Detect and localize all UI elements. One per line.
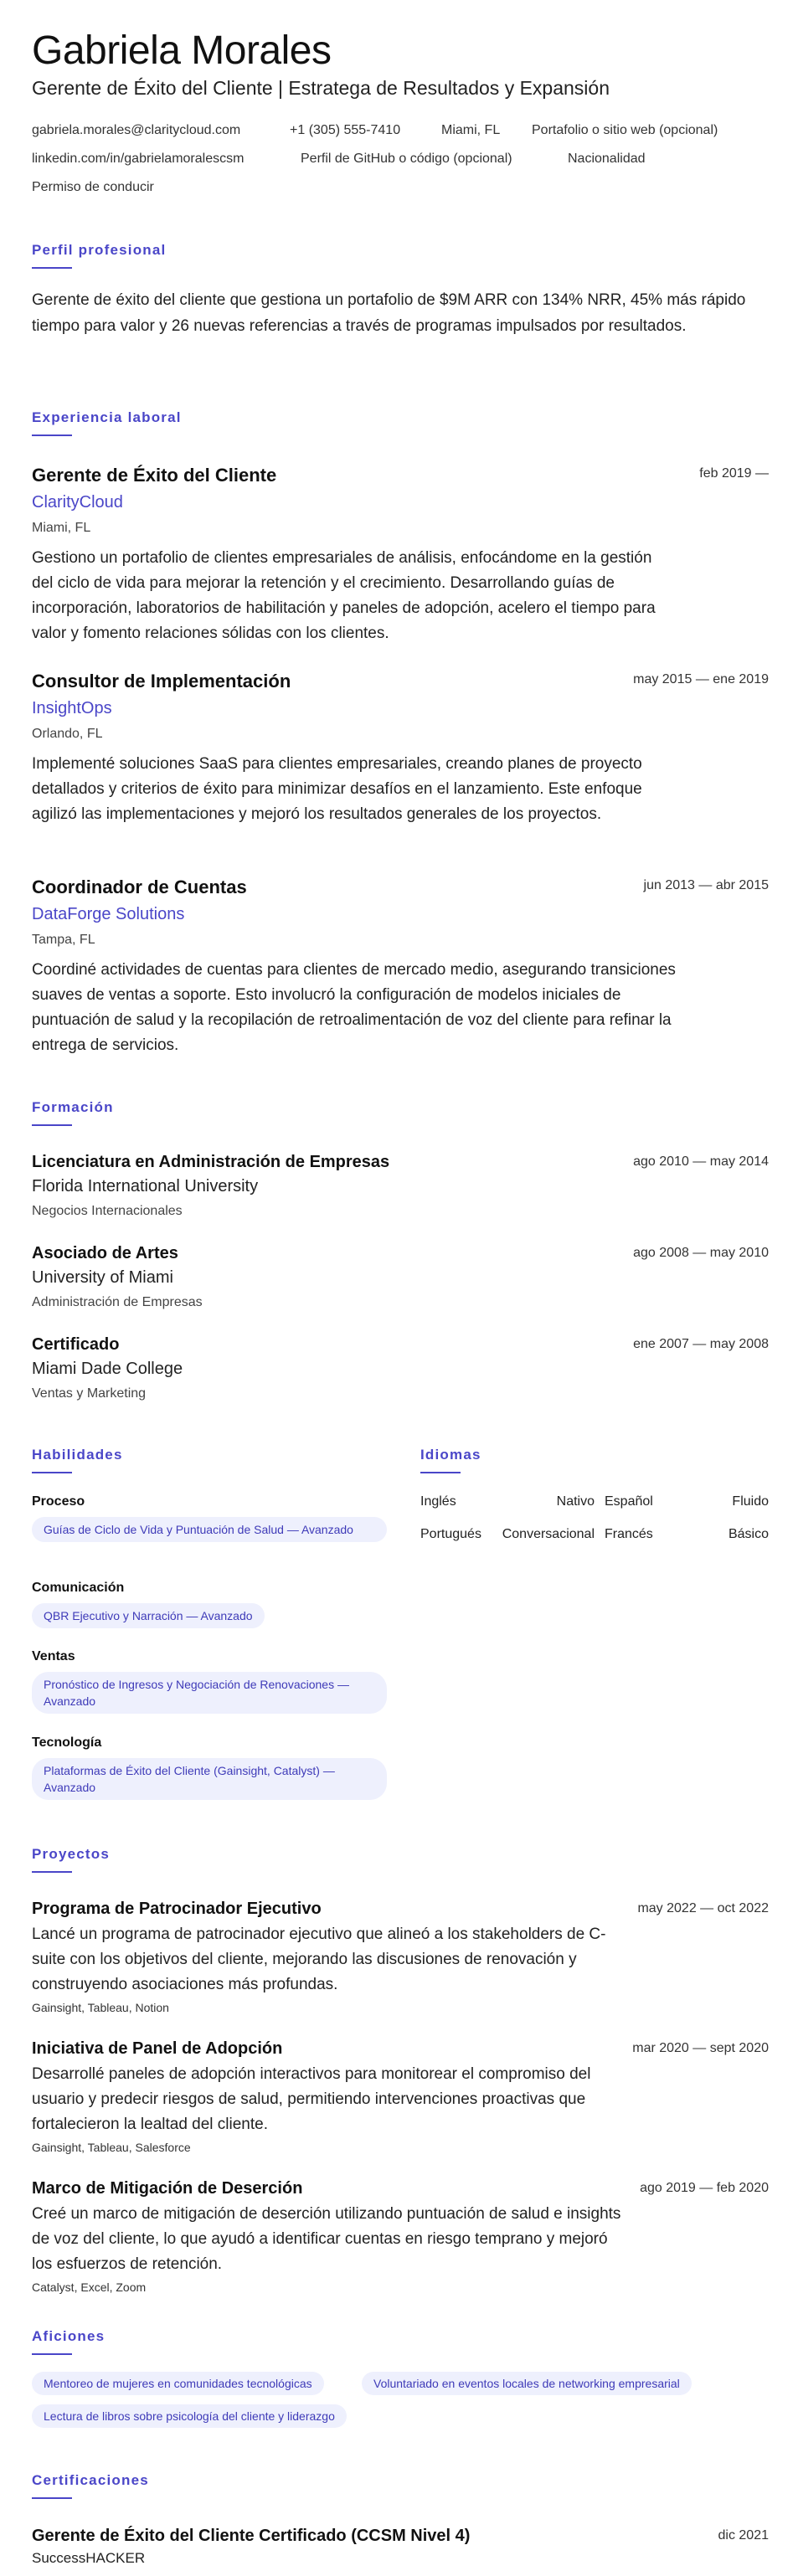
- hobby-tag: Mentoreo de mujeres en comunidades tecnológicas: [32, 2372, 324, 2395]
- skill-category: Proceso: [32, 1494, 85, 1509]
- hobby-tag: Lectura de libros sobre psicología del cliente y liderazgo: [32, 2404, 347, 2428]
- language-level: Conversacional: [502, 1527, 595, 1541]
- language-name: Portugués: [420, 1527, 481, 1541]
- section-underline: [32, 2497, 72, 2499]
- job-date: feb 2019 —: [699, 466, 769, 481]
- skills-heading: Habilidades: [32, 1447, 123, 1463]
- section-underline: [32, 1871, 72, 1873]
- education-degree: Asociado de Artes: [32, 1244, 178, 1262]
- education-institution: University of Miami: [32, 1268, 173, 1287]
- project-date: mar 2020 — sept 2020: [632, 2041, 769, 2055]
- experience-heading: Experiencia laboral: [32, 409, 182, 425]
- job-date: may 2015 — ene 2019: [633, 672, 769, 686]
- education-date: ene 2007 — may 2008: [633, 1337, 769, 1351]
- job-location: Tampa, FL: [32, 933, 95, 947]
- job-title: Coordinador de Cuentas: [32, 877, 247, 897]
- education-field: Ventas y Marketing: [32, 1386, 147, 1401]
- education-degree: Certificado: [32, 1335, 120, 1354]
- project-description: Lancé un programa de patrocinador ejecutivo que alineó a los stakeholders de C-suite con los objetivos del cliente, mejorando las discusiones de renovación y construyendo asociaciones más profundas.: [32, 1926, 606, 1993]
- project-date: may 2022 — oct 2022: [637, 1901, 769, 1915]
- contact-phone[interactable]: +1 (305) 555-7410: [290, 123, 401, 137]
- job-company: DataForge Solutions: [32, 905, 185, 923]
- job-title: Gerente de Éxito del Cliente: [32, 465, 277, 486]
- job-location: Miami, FL: [32, 521, 91, 535]
- skill-category: Ventas: [32, 1649, 75, 1663]
- language-name: Francés: [605, 1527, 653, 1541]
- project-date: ago 2019 — feb 2020: [640, 2181, 769, 2195]
- language-name: Inglés: [420, 1494, 456, 1509]
- languages-heading: Idiomas: [420, 1447, 481, 1463]
- project-title: Marco de Mitigación de Deserción: [32, 2179, 303, 2198]
- certifications-heading: Certificaciones: [32, 2472, 149, 2488]
- project-tools: Catalyst, Excel, Zoom: [32, 2280, 147, 2294]
- language-level: Nativo: [556, 1494, 595, 1509]
- education-date: ago 2010 — may 2014: [633, 1154, 769, 1169]
- skill-category: Tecnología: [32, 1735, 102, 1750]
- education-degree: Licenciatura en Administración de Empresas: [32, 1153, 390, 1171]
- job-title: Consultor de Implementación: [32, 671, 291, 692]
- contact-github[interactable]: Perfil de GitHub o código (opcional): [301, 152, 512, 166]
- contact-portfolio[interactable]: Portafolio o sitio web (opcional): [532, 123, 718, 137]
- candidate-name: Gabriela Morales: [32, 28, 332, 73]
- section-underline: [420, 1472, 461, 1473]
- section-underline: [32, 1124, 72, 1126]
- summary-text: Gerente de éxito del cliente que gestiona un portafolio de $9M ARR con 134% NRR, 45% más rápido tiempo para valor y 26 nuevas referencias a través de programas impulsados por resultados.: [32, 291, 746, 335]
- section-underline: [32, 1472, 72, 1473]
- education-institution: Florida International University: [32, 1177, 259, 1195]
- skill-pill: Guías de Ciclo de Vida y Puntuación de Salud — Avanzado: [32, 1517, 387, 1542]
- job-description: Coordiné actividades de cuentas para clientes de mercado medio, asegurando transiciones suaves de ventas a soporte. Esto involucró la configuración de modelos iniciales de puntuación de salud y la recopilación de retroalimentación de voz del cliente para refinar la entrega de servicios.: [32, 961, 676, 1054]
- project-tools: Gainsight, Tableau, Salesforce: [32, 2141, 191, 2154]
- skill-pill: QBR Ejecutivo y Narración — Avanzado: [32, 1603, 265, 1628]
- job-description: Gestiono un portafolio de clientes empresariales de análisis, enfocándome en la gestión del ciclo de vida para mejorar la retención y el crecimiento. Desarrollando guías de incorporación, laboratorios de habilitación y paneles de adopción, acelero el tiempo para valor y fomento relaciones sólidas con los clientes.: [32, 549, 656, 642]
- education-field: Administración de Empresas: [32, 1295, 203, 1309]
- job-description: Implementé soluciones SaaS para clientes empresariales, creando planes de proyecto detallados y criterios de éxito para minimizar desafíos en el lanzamiento. Este enfoque agilizó las implementaciones y mejoró los resultados generales de los proyectos.: [32, 755, 642, 823]
- hobby-tag: Voluntariado en eventos locales de networking empresarial: [362, 2372, 692, 2395]
- education-field: Negocios Internacionales: [32, 1204, 183, 1218]
- language-name: Español: [605, 1494, 653, 1509]
- skill-category: Comunicación: [32, 1581, 125, 1595]
- language-level: Fluido: [732, 1494, 769, 1509]
- summary-heading: Perfil profesional: [32, 242, 167, 258]
- certification-date: dic 2021: [718, 2528, 769, 2543]
- contact-license: Permiso de conducir: [32, 180, 154, 194]
- contact-nationality: Nacionalidad: [568, 152, 646, 166]
- contact-location: Miami, FL: [441, 123, 501, 137]
- hobbies-heading: Aficiones: [32, 2328, 106, 2344]
- education-date: ago 2008 — may 2010: [633, 1246, 769, 1260]
- job-date: jun 2013 — abr 2015: [643, 878, 769, 892]
- contact-email[interactable]: gabriela.morales@claritycloud.com: [32, 123, 241, 137]
- project-title: Programa de Patrocinador Ejecutivo: [32, 1900, 322, 1918]
- job-location: Orlando, FL: [32, 727, 103, 741]
- candidate-title: Gerente de Éxito del Cliente | Estratega de Resultados y Expansión: [32, 77, 610, 99]
- projects-heading: Proyectos: [32, 1846, 111, 1862]
- project-tools: Gainsight, Tableau, Notion: [32, 2001, 169, 2014]
- skill-pill: Plataformas de Éxito del Cliente (Gainsight, Catalyst) — Avanzado: [32, 1758, 387, 1800]
- job-company: InsightOps: [32, 699, 112, 717]
- language-level: Básico: [728, 1527, 769, 1541]
- job-company: ClarityCloud: [32, 493, 123, 512]
- certification-issuer: SuccessHACKER: [32, 2550, 146, 2566]
- education-heading: Formación: [32, 1099, 114, 1115]
- project-title: Iniciativa de Panel de Adopción: [32, 2039, 283, 2058]
- certification-title: Gerente de Éxito del Cliente Certificado (CCSM Nivel 4): [32, 2527, 471, 2545]
- project-description: Desarrollé paneles de adopción interactivos para monitorear el compromiso del usuario y predecir riesgos de salud, permitiendo intervenciones proactivas que fortalecieron la lealtad del cliente.: [32, 2065, 591, 2133]
- section-underline: [32, 267, 72, 269]
- skill-pill: Pronóstico de Ingresos y Negociación de Renovaciones — Avanzado: [32, 1672, 387, 1714]
- education-institution: Miami Dade College: [32, 1360, 183, 1378]
- section-underline: [32, 2353, 72, 2355]
- section-underline: [32, 434, 72, 436]
- contact-linkedin[interactable]: linkedin.com/in/gabrielamoralescsm: [32, 152, 245, 166]
- project-description: Creé un marco de mitigación de deserción utilizando puntuación de salud e insights de voz del cliente, lo que ayudó a identificar cuentas en riesgo temprano y mejoró los esfuerzos de retención.: [32, 2205, 621, 2273]
